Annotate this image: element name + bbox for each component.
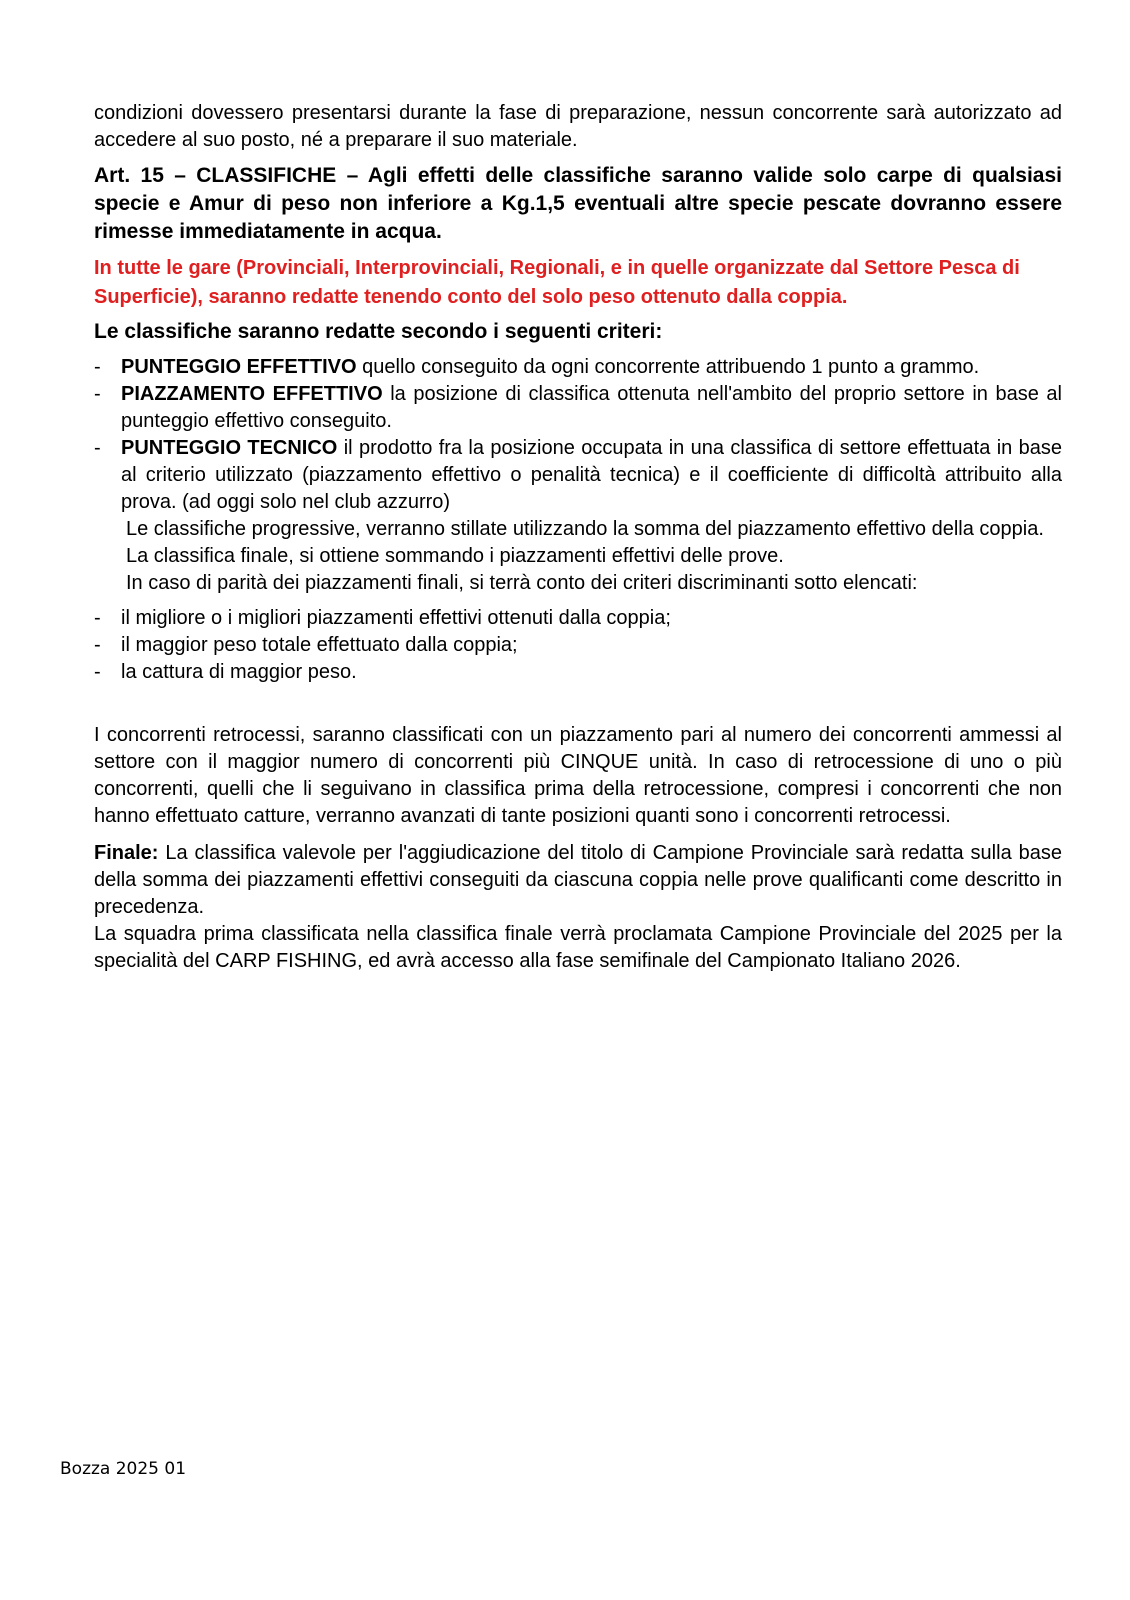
list-item [94,632,1062,659]
dash-bullet: - [94,661,101,683]
criteria-term: PIAZZAMENTO EFFETTIVO [121,383,383,405]
dash-bullet: - [94,356,101,378]
criteria-intro: Le classifiche saranno redatte secondo i seguenti criteri: [94,320,663,343]
document-body [94,100,1062,975]
progressive-note: La classifica finale, si ottiene sommando i piazzamenti effettivi delle prove. [126,545,784,567]
finale-paragraph [94,840,1062,921]
discriminant-list [94,605,1062,686]
discriminant-text: il migliore o i migliori piazzamenti effettivi ottenuti dalla coppia; [121,607,671,629]
list-item [94,435,1062,516]
retrocessi-paragraph: I concorrenti retrocessi, saranno classificati con un piazzamento pari al numero dei concorrenti ammessi al settore con il maggior numero di concorrenti più CINQUE unità. In caso di retrocessione di uno o più concorrenti, quelli che li seguivano in classifica prima della retrocessione, compresi i concorrenti che non hanno effettuato catture, verranno avanzati di tante posizioni quanti sono i concorrenti retrocessi. [94,724,1062,827]
finale-label: Finale: [94,842,159,864]
red-note-paragraph: In tutte le gare (Provinciali, Interprovinciali, Regionali, e in quelle organizzate dal Settore Pesca di Superficie), saranno redatte tenendo conto del solo peso ottenuto dalla coppia. [94,257,1020,308]
criteria-list [94,354,1062,516]
finale-closing: La squadra prima classificata nella classifica finale verrà proclamata Campione Provinciale del 2025 per la specialità del CARP FISHING, ed avrà accesso alla fase semifinale del Campionato Italiano 2026. [94,923,1062,972]
progressive-note: Le classifiche progressive, verranno stillate utilizzando la somma del piazzamento effettivo della coppia. [126,518,1044,540]
dash-bullet: - [94,383,101,405]
progressive-notes [94,516,1062,597]
discriminant-text: il maggior peso totale effettuato dalla coppia; [121,634,518,656]
progressive-note: In caso di parità dei piazzamenti finali, si terrà conto dei criteri discriminanti sotto elencati: [126,572,918,594]
list-item [94,381,1062,435]
footer-draft-label: Bozza 2025 01 [60,1459,187,1479]
article-15-heading: Art. 15 – CLASSIFICHE – Agli effetti delle classifiche saranno valide solo carpe di qualsiasi specie e Amur di peso non inferiore a Kg.1,5 eventuali altre specie pescate dovranno essere rimesse immediatamente in acqua. [94,164,1062,243]
list-item [94,354,1062,381]
criteria-text: la posizione di classifica ottenuta nell'ambito del proprio settore in base al punteggio effettivo conseguito. [121,383,1062,432]
dash-bullet: - [94,607,101,629]
list-item [94,659,1062,686]
criteria-text: quello conseguito da ogni concorrente attribuendo 1 punto a grammo. [356,356,980,378]
dash-bullet: - [94,634,101,656]
list-item [94,605,1062,632]
discriminant-text: la cattura di maggior peso. [121,661,357,683]
finale-text: La classifica valevole per l'aggiudicazione del titolo di Campione Provinciale sarà redatta sulla base della somma dei piazzamenti effettivi conseguiti da ciascuna coppia nelle prove qualificanti come descritto in precedenza. [94,842,1062,918]
criteria-term: PUNTEGGIO TECNICO [121,437,338,459]
finale-block [94,840,1062,975]
criteria-text: il prodotto fra la posizione occupata in una classifica di settore effettuata in base al criterio utilizzato (piazzamento effettivo o penalità tecnica) e il coefficiente di difficoltà attribuito alla prova. (ad oggi solo nel club azzurro) [121,437,1062,513]
dash-bullet: - [94,437,101,459]
criteria-term: PUNTEGGIO EFFETTIVO [121,356,357,378]
intro-paragraph: condizioni dovessero presentarsi durante la fase di preparazione, nessun concorrente sarà autorizzato ad accedere al suo posto, né a preparare il suo materiale. [94,102,1062,151]
